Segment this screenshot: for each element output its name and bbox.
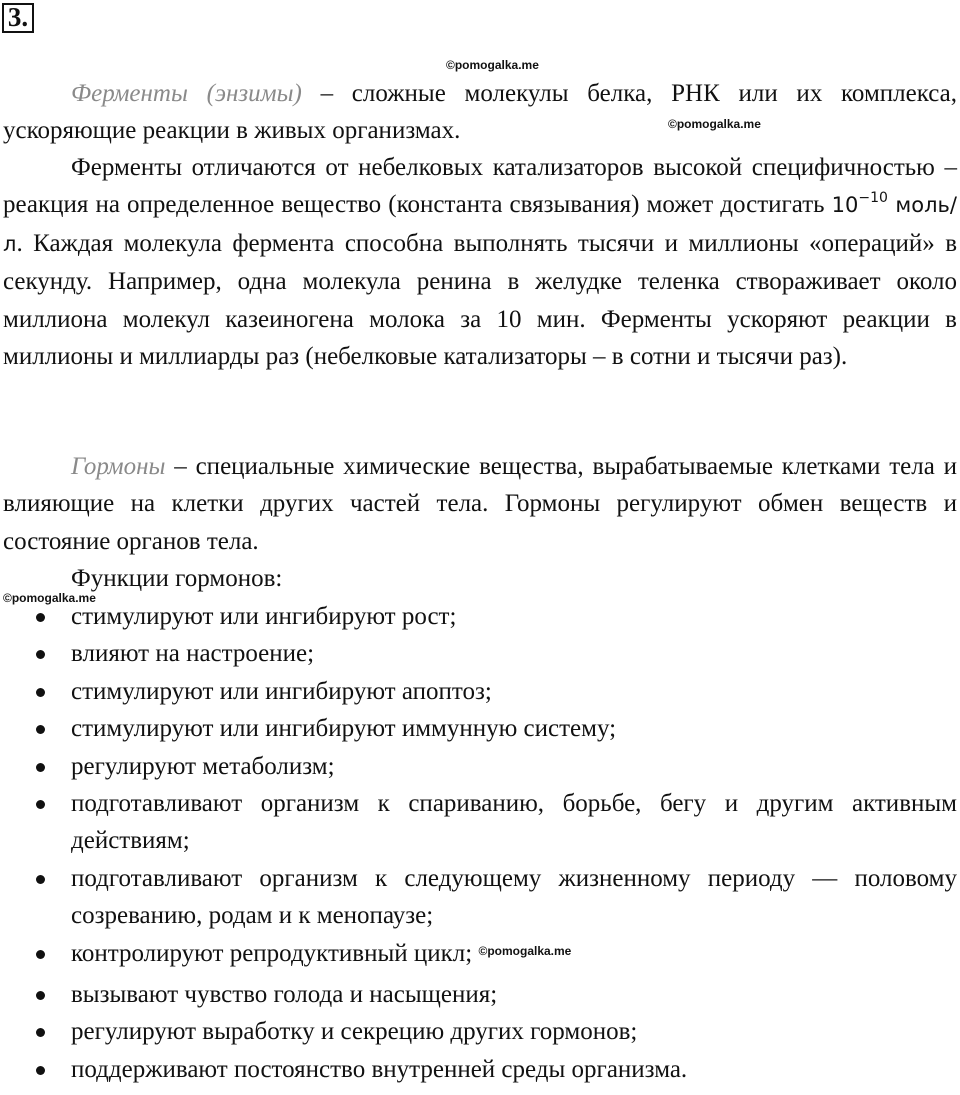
list-item-text: подготавливают организм к следующему жизненному периоду — половому созреванию, родам и к менопаузе;	[71, 864, 957, 930]
list-item	[0, 635, 957, 672]
list-item	[0, 976, 957, 1013]
bullet-icon	[36, 950, 45, 959]
bullet-icon	[36, 725, 45, 734]
watermark: ©pomogalka.me	[446, 58, 539, 72]
enzymes-text-end: . Каждая молекула фермента способна выполнять тысячи и миллионы «операций» в секунду. Например, одна молекула ренина в желудке теленка створаживает около миллиона молекул казеиногена молока за 10 мин. Ферменты ускоряют реакции в миллионы и миллиарды раз (небелковые катализаторы – в сотни и тысячи раз).	[3, 229, 957, 371]
list-item-text: поддерживают постоянство внутренней среды организма.	[71, 1055, 688, 1083]
watermark: ©pomogalka.me	[478, 943, 572, 958]
functions-heading: Функции гормонов:	[71, 565, 283, 592]
list-item	[0, 598, 957, 635]
bullet-icon	[36, 875, 45, 884]
list-item	[0, 1051, 957, 1088]
list-item	[0, 748, 957, 785]
bullet-icon	[36, 688, 45, 697]
enzymes-definition-text: – сложные молекулы белка, РНК или их комплекса, ускоряющие реакции в живых организмах.	[3, 80, 957, 145]
watermark: ©pomogalka.me	[3, 591, 96, 605]
list-item-text: стимулируют или ингибируют иммунную систему;	[71, 715, 617, 743]
list-item-text: стимулируют или ингибируют рост;	[71, 603, 457, 630]
list-item	[0, 785, 957, 860]
task-number: 3.	[2, 3, 34, 33]
list-item-text: стимулируют или ингибируют апоптоз;	[71, 677, 492, 705]
hormone-functions-list	[0, 598, 957, 1088]
list-item	[0, 935, 957, 976]
hormones-definition-text: – специальные химические вещества, вырабатываемые клетками тела и влияющие на клетки других частей тела. Гормоны регулируют обмен веществ и состояние органов тела.	[3, 453, 957, 555]
bullet-icon	[36, 613, 45, 622]
list-item-text: контролируют репродуктивный цикл;	[71, 939, 473, 967]
list-item-text: регулируют метаболизм;	[71, 752, 335, 780]
list-item	[0, 860, 957, 935]
bullet-icon	[36, 1066, 45, 1075]
list-item	[0, 673, 957, 710]
enzymes-paragraph	[3, 149, 957, 375]
bullet-icon	[36, 800, 45, 809]
math-base: 10	[831, 193, 859, 218]
bullet-icon	[36, 991, 45, 1000]
enzymes-text-start: Ферменты отличаются от небелковых катализаторов высокой специфичностью – реакция на определенное вещество (константа связывания) может достигать	[3, 154, 957, 219]
enzymes-term: Ферменты (энзимы)	[71, 80, 302, 107]
bullet-icon	[36, 650, 45, 659]
math-unit: моль/л	[3, 193, 957, 256]
math-exponent: −10	[858, 190, 888, 207]
list-item-text: вызывают чувство голода и насыщения;	[71, 981, 498, 1009]
list-item	[0, 1013, 957, 1050]
enzymes-definition	[3, 75, 957, 150]
bullet-icon	[36, 763, 45, 772]
watermark: ©pomogalka.me	[668, 117, 761, 131]
hormones-definition	[3, 448, 957, 560]
bullet-icon	[36, 1028, 45, 1037]
list-item-text: подготавливают организм к спариванию, борьбе, бегу и другим активным действиям;	[71, 790, 957, 855]
hormones-term: Гормоны	[71, 453, 166, 480]
list-item-text: влияют на настроение;	[71, 640, 315, 668]
list-item-text: регулируют выработку и секрецию других гормонов;	[71, 1018, 638, 1046]
list-item	[0, 710, 957, 747]
